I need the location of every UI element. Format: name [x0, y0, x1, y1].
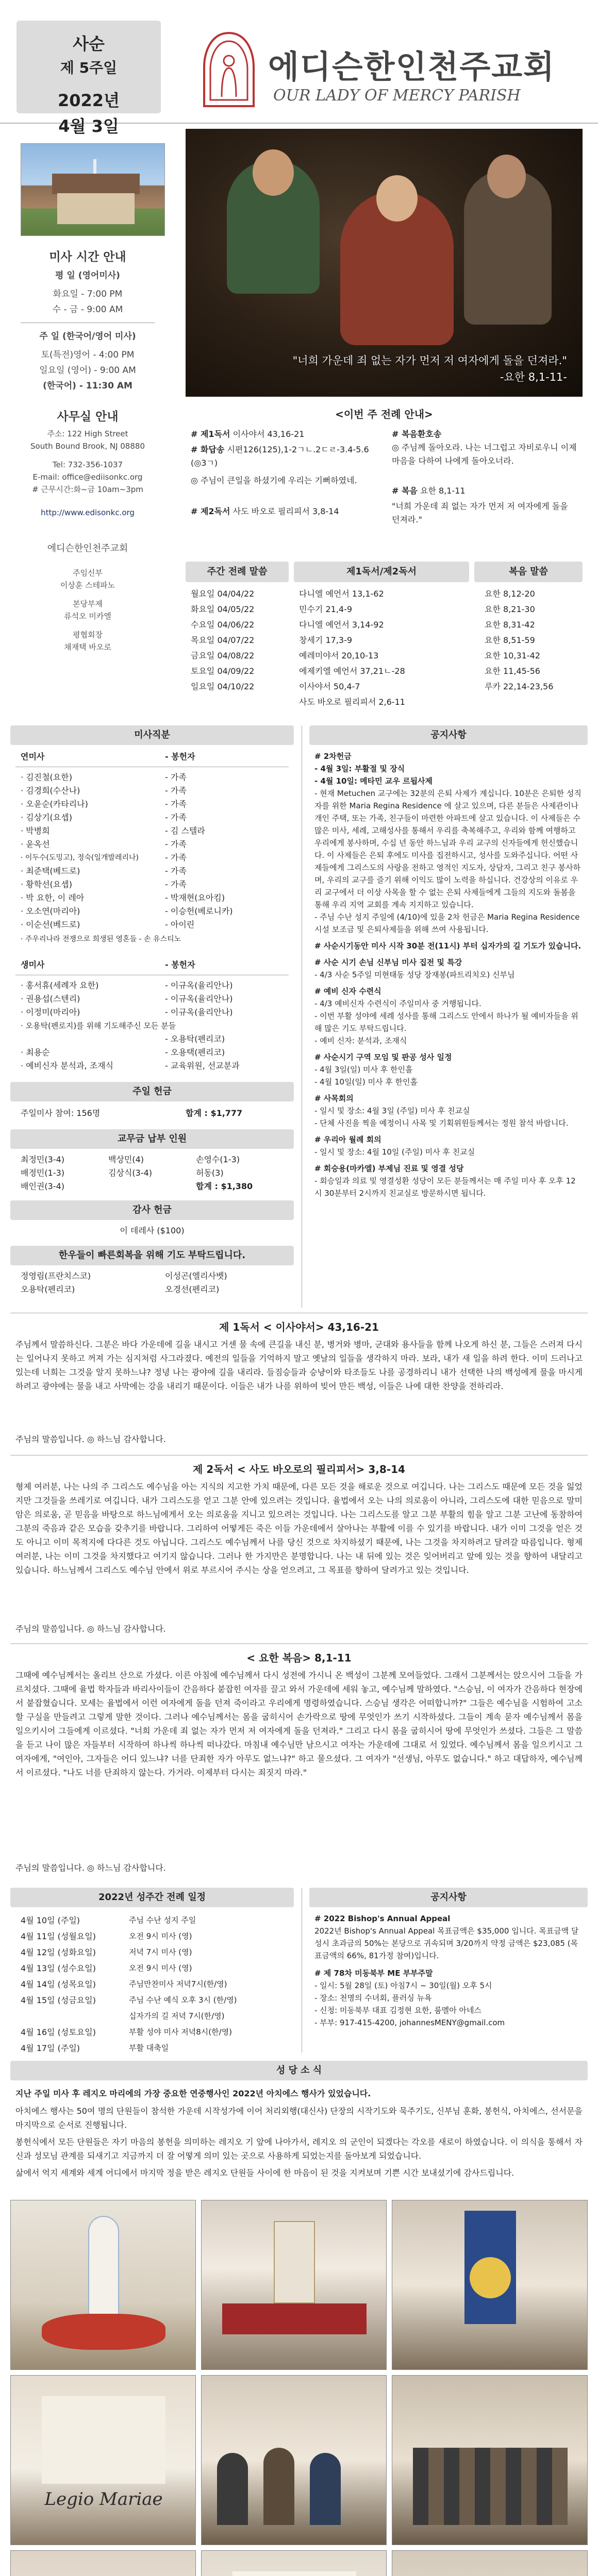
prayer-name: 정영림(프란치스코) — [21, 1271, 91, 1281]
ministry-col: - 봉헌자 — [165, 752, 195, 761]
bulletin-name: 손영수(1-3) — [196, 1155, 240, 1164]
calendar-reading: 사도 바오로 필리피서 2,6-11 — [299, 697, 405, 707]
weekday-heading: 평 일 (영어미사) — [55, 270, 120, 281]
notice-item: - 현재 Metuchen 교구에는 32분의 은퇴 사제가 계십니다. 10분은 은퇴한 성직자를 위한 Maria Regina Residence 에 살고 있으며, 다른 분들은 사제관이나 개인 주택, 또는 가족, 친구들이 마련한 아파트에 살고 있습니다. 이 사제들은 수많은 미사, 세례, 고해성사를 통해서 우리를 축복해주고, 우리와 함께 여행하고 우리에게 봉사하며, 수십 년 동안 하느님과 우리 교구의 신자들에게 헌신했습니다. 이 사제들은 은퇴 후에도 미사를 집전하시고, 성사를 도와주십니다. 어떤 사제들에게 그리스도의 사랑을 전하고 영적인 지도자, 상담자, 그리고 친구 봉사하며, 우리의 교구를 즐기 위해 이익도 많이 노력을 하십니다. 건강상의 이유로 우리 교구에서 더 이상 사목을 할 수 없는 은퇴 사제들에게 그들의 지도와 돌봄을 통해 우리 지역 교회를 계속 지지하고 있습니다. — [314, 789, 582, 909]
calendar-reading: 창세기 17,3-9 — [299, 635, 353, 645]
ministry-names — [21, 771, 165, 931]
thanks-text: 이 데레사 ($100) — [120, 1226, 185, 1235]
calendar-day: 화요일 04/05/22 — [191, 604, 255, 614]
calendar-day: 목요일 04/07/22 — [191, 635, 255, 645]
bulletin-col — [108, 1153, 191, 1180]
holy-week-day: 4월 17일 (주일) — [21, 2043, 80, 2053]
holy-week-day: 4월 15일 (성금요일) — [21, 1995, 96, 2005]
staff-line: 평협회장 — [73, 630, 103, 639]
year-label: 2022년 — [58, 91, 120, 110]
bulletin-name: 최정민(3-4) — [21, 1155, 64, 1164]
notice-item: - 회승일과 의료 및 영결성환 성당이 모든 분들께서는 매 주일 미사 후 오후 12시 30분부터 2시까지 친교실로 방문하시면 됩니다. — [314, 1176, 576, 1198]
notice2-heading: # 제 78차 미동북부 ME 부부주말 — [314, 1969, 433, 1978]
notice2-heading: # 2022 Bishop's Annual Appeal — [314, 1914, 451, 1923]
prayer-name: 오용탁(펜리코) — [21, 1284, 75, 1294]
notice-item: - 4/3 사순 5주일 미현태동 성당 장재봉(파트리치오) 신부님 — [314, 970, 515, 979]
notice2-item: - 부부: 917-415-4200, johannesMENY@gmail.com — [314, 2018, 505, 2027]
live-mass-donor: - 이규옥(율리안나) — [165, 980, 233, 990]
live-mass-name: · 홍서휴(세례자 요한) — [21, 980, 99, 990]
bulletin-name: 백상민(4) — [108, 1155, 144, 1164]
website-link[interactable]: http://www.edisonkc.org — [41, 508, 135, 517]
notices2-header: 공지사항 — [309, 1888, 588, 1907]
holy-week-event: 오전 9시 미사 (영) — [129, 1963, 192, 1973]
liturgical-season: 사순 — [73, 34, 105, 54]
sunday-heading: 주 일 (한국어/영어 미사) — [39, 331, 136, 342]
photo-statue — [10, 2200, 196, 2370]
notice-item: - 4월 3일(일) 미사 후 한인홀 — [314, 1065, 413, 1074]
notice-heading: # 회승용(마카엘) 부제님 진료 및 영결 성당 — [314, 1164, 464, 1173]
calendar-gospel: 요한 11,45-56 — [485, 666, 540, 676]
ministry-col: 생미사 — [21, 960, 45, 970]
reading1-title: 제 1독서 < 이사야서> 43,16-21 — [219, 1321, 379, 1333]
closing-phrase: 주님의 말씀입니다. ◎ 하느님 감사합니다. — [15, 1434, 166, 1444]
photo-legio2 — [201, 2550, 387, 2576]
bulletin-header — [0, 0, 598, 136]
church-logo-icon — [201, 31, 257, 108]
offering-header: 주일 헌금 — [10, 1082, 294, 1101]
church-name: 에디슨한인천주교회 — [268, 48, 556, 86]
address-line: 주소: 122 High Street — [47, 429, 128, 438]
prayer-name: 오경선(펜리코) — [165, 1284, 220, 1294]
notices-header: 공지사항 — [309, 725, 588, 745]
calendar-header-days: 주간 전례 말씀 — [186, 562, 289, 582]
holy-week-day — [21, 2008, 134, 2024]
notice-item: - 일시 및 장소: 4월 3일 (주일) 미사 후 친교실 — [314, 1106, 470, 1115]
painting-caption: "너희 가운데 죄 없는 자가 먼저 저 여자에게 돌을 던져라." — [292, 354, 567, 367]
calendar-days — [191, 586, 294, 694]
ministry-donor: - 박재현(요아킴) — [165, 893, 225, 903]
ministry-name: · 이순선(베드로) — [21, 920, 80, 929]
date-label: 4월 3일 — [58, 116, 119, 136]
church-photo — [21, 143, 165, 236]
calendar-day: 토요일 04/09/22 — [191, 666, 255, 676]
notice-heading: # 예비 신자 수련식 — [314, 987, 381, 996]
psalm: 시편126(125),1-2ㄱㄴ.2ㄷㄹ-3.4-5.6 (◎3ㄱ) — [191, 445, 369, 468]
notice-item: - 4월 10일: 메타민 교우 르됩사제 — [314, 776, 433, 786]
ministry-name: · 오소연(마리아) — [21, 906, 80, 916]
notice-item: - 4월 3일: 부활절 및 장식 — [314, 764, 405, 773]
photo-altar — [201, 2200, 387, 2370]
weekday-time: 화요일 - 7:00 PM — [53, 289, 123, 299]
ministry-name: · 이두수(도밍고), 정숙(일개발레리나) — [21, 854, 139, 862]
notice2-item: - 일시: 5월 28일 (토) 아침7시 ~ 30일(월) 오후 5시 — [314, 1981, 492, 1990]
bulletin-header: 교무금 납부 인원 — [10, 1129, 294, 1149]
psalm-note: ◎ 주님이 큰일을 하셨기에 우리는 기뻐하였네. — [191, 476, 357, 485]
ministry-donors — [165, 771, 289, 931]
calendar-day: 일요일 04/10/22 — [191, 682, 255, 691]
ministry-donor: - 가족 — [165, 879, 187, 889]
reading2-title: 제 2독서 < 사도 바오로의 필리피서> 3,8-14 — [193, 1463, 405, 1476]
reading2-body: 형제 여러분, 나는 나의 주 그리스도 예수님을 아는 지식의 지고한 가치 때문에, 다른 모든 것을 해로운 것으로 여깁니다. 나는 그리스도 때문에 모든 것을 잃었지만 그것들을 쓰레기로 여깁니다. 내가 그리스도를 얻고 그분 안에 있으려는 것입니다. 율법에서 오는 나의 의로움이 아니라, 그리스도에 대한 믿음으로 말미암은 의로움, 곧 믿음을 바탕으로 하느님에게서 오는 의로움을 지니고 있으려는 것입니다. 나는 그리스도를 알고 그분 부활의 힘을 알고 그분 고난에 동참하여 그분의 죽음과 같은 모습을 갖추기를 바랍니다. 그리하여 어떻게든 죽은 이들 가운데에서 살아나는 부활에 이를 수 있기를 바랍니다. 내가 이미 그것을 얻은 것도 아니고 이미 목적지에 다다른 것도 아닙니다. 그리스도 예수님께서 나를 당신 것으로 차지하셨기 때문에, 나는 그것을 차지하려고 달려갈 따름입니다. 형제 여러분, 나는 이미 그것을 차지했다고 여기지 않습니다. 그러나 한 가지만은 분명합니다. 나는 내 뒤에 있는 것은 잊어버리고 앞에 있는 것을 향하여 내달리고 있습니다. 하느님께서 그리스도 예수님 안에서 위로 부르시어 주시는 상을 얻으려고, 그 목표를 향하여 달려가고 있는 것입니다. — [15, 1482, 583, 1575]
live-mass-donors — [165, 979, 289, 1019]
calendar-readings — [299, 586, 469, 710]
calendar-reading: 이사야서 50,4-7 — [299, 682, 360, 691]
bulletin-col — [196, 1153, 289, 1193]
gospel-label: # 복음 — [392, 486, 418, 496]
ministry-name: · 최준택(베드로) — [21, 866, 80, 876]
staff-line: 에디슨한인천주교회 — [47, 543, 128, 554]
notice-heading: # 우리아 월례 회의 — [314, 1135, 381, 1144]
prayer-col — [165, 1269, 289, 1296]
offering-attendance: 주일미사 참여: 156명 — [21, 1108, 101, 1118]
notice-item: - 일시 및 장소: 4월 10일 (주일) 미사 후 친교실 — [314, 1147, 475, 1157]
holy-week-days — [21, 1912, 134, 2056]
ministry-donor: - 가족 — [165, 786, 187, 795]
gospel-acclamation-label: # 복음환호송 — [392, 429, 442, 439]
contact-line: Tel: 732-356-1037 — [52, 460, 123, 469]
calendar-gospel: 요한 8,51-59 — [485, 635, 535, 645]
ministry-donor: - 가족 — [165, 812, 187, 822]
calendar-reading: 민수기 21,4-9 — [299, 604, 353, 614]
calendar-gospel: 요한 10,31-42 — [485, 651, 540, 660]
closing-phrase: 주님의 말씀입니다. ◎ 하느님 감사합니다. — [15, 1624, 166, 1634]
first-reading-label: # 제1독서 — [191, 429, 230, 439]
notice2-item: - 장소: 천명의 수녀회, 플러싱 뉴욕 — [314, 1993, 432, 2003]
holy-week-event: 오전 9시 미사 (영) — [129, 1931, 192, 1941]
staff-line: 채재택 바오로 — [64, 642, 111, 652]
bulletin-name: 허동(3) — [196, 1168, 224, 1178]
second-reading-label: # 제2독서 — [191, 506, 230, 516]
bulletin-total: 합계 : $1,380 — [196, 1181, 253, 1191]
bulletin-name: 김상식(3-4) — [108, 1168, 152, 1178]
contact-line: # 근무시간:화~금 10am~3pm — [32, 485, 143, 494]
notice-heading: # 사순시기동안 미사 시작 30분 전(11시) 부터 십자가의 길 기도가 있습니다. — [314, 941, 582, 951]
gospel-acclamation: ◎ 주님께 돌아오라. 나는 너그럽고 자비로우니 이제 마음을 다하여 나에게 돌아오너라. — [392, 443, 577, 466]
live-mass-name: · 예비신자 분석과, 조재식 — [21, 1061, 113, 1071]
calendar-reading: 다니엘 예언서 13,1-62 — [299, 589, 384, 599]
live-mass-name: · 최용순 — [21, 1047, 50, 1057]
calendar-reading: 다니엘 예언서 3,14-92 — [299, 620, 384, 630]
gospel-ref: 요한 8,1-11 — [420, 486, 466, 496]
calendar-gospels — [485, 586, 583, 694]
holy-week-event: 주님 수난 예식 오후 3시 (한/영) — [129, 1995, 237, 2005]
painting-caption-ref: -요한 8,1-11- — [500, 371, 567, 383]
holy-week-day: 4월 16일 (성토요일) — [21, 2027, 96, 2037]
gospel-title: < 요한 복음> 8,1-11 — [246, 1652, 352, 1664]
live-mass-donor: - 이규옥(율리안나) — [165, 1007, 233, 1017]
holy-week-event: 주님만찬미사 저녁7시(한/영) — [129, 1979, 227, 1989]
live-mass-name: · 권용섭(스텐리) — [21, 994, 80, 1004]
live-mass-donor: - 오용택(펜리코) — [165, 1047, 225, 1057]
holy-week-day: 4월 14일 (성목요일) — [21, 1979, 96, 1989]
notice-heading: # 사순 시기 손님 신부님 미사 집전 및 특강 — [314, 958, 462, 967]
psalm-label: # 화답송 — [191, 445, 225, 454]
notice-item: - 4/3 예비신자 수련식이 주일미사 중 거행됩니다. — [314, 999, 481, 1008]
contact-line: E-mail: office@ediisonkc.org — [32, 472, 143, 482]
office-heading: 사무실 안내 — [57, 410, 119, 423]
photo-members — [392, 2375, 588, 2545]
readings-box — [186, 402, 583, 551]
holy-week-event: 십자가의 길 저녁 7시(한/영) — [129, 2011, 225, 2021]
second-reading: 사도 바오로 필리피서 3,8-14 — [232, 506, 339, 516]
photo-group — [392, 2550, 588, 2576]
sunday-time: (한국어) - 11:30 AM — [43, 381, 132, 391]
photo-legio — [10, 2375, 196, 2545]
holy-week-event: 부활 성야 미사 저녁8시(한/영) — [129, 2027, 232, 2037]
staff-line: 이상훈 스테파노 — [60, 581, 115, 590]
notice-heading: # 2차헌금 — [314, 752, 352, 761]
calendar-day: 월요일 04/04/22 — [191, 589, 255, 599]
ministry-donor: - 가족 — [165, 799, 187, 809]
ministry-name: · 윤옥선 — [21, 839, 50, 849]
thanks-header: 감사 헌금 — [10, 1200, 294, 1220]
ministry-donor: - 가족 — [165, 772, 187, 782]
holy-week-day: 4월 12일 (성화요일) — [21, 1947, 96, 1957]
staff-line: 본당부제 — [73, 599, 103, 608]
ministry-donor: - 가족 — [165, 839, 187, 849]
ministry-donor: - 김 스텔라 — [165, 826, 205, 836]
ministry-donor: - 가족 — [165, 866, 187, 876]
reading1-body: 주님께서 말씀하신다. 그분은 바다 가운데에 길을 내시고 거센 물 속에 큰길을 내신 분, 병거와 병마, 군대와 용사들을 함께 나오게 하신 분, 그들은 스러져 다시는 일어나지 못하고 꺼져 가는 심지처럼 사그라졌다. 예전의 일들을 기억하지 말고 옛날의 일들을 생각하지 마라. 보라, 내가 새 일을 하려 한다. 이미 드러나고 있는데 너희는 그것을 알지 못하느냐? 정녕 나는 광야에 길을 내리라. 들짐승들과 승냥이와 타조들도 나를 공경하리니 내가 선택한 나의 백성에게 물을 마시게 하려고 광야에는 물을 내고 사막에는 강을 내리기 때문이다. 이들은 내가 나를 위하여 빚어 만든 백성, 이들은 나에 대한 찬양을 전하리라. — [15, 1340, 583, 1391]
ministry-name: · 박 요한, 이 레아 — [21, 893, 85, 903]
calendar-gospel: 요한 8,31-42 — [485, 620, 535, 630]
live-mass-name: · 이정미(마리아) — [21, 1007, 80, 1017]
notices-list — [314, 750, 583, 1199]
ministry-name: · 박병희 — [21, 826, 50, 836]
sunday-time: 토(특전)영어 - 4:00 PM — [41, 350, 135, 360]
ministry-name: · 오윤순(카타리나) — [21, 799, 88, 809]
prayer-name: 이성곤(엘리사벳) — [165, 1271, 227, 1281]
live-mass-donor: - 교육위원, 선교분과 — [165, 1061, 240, 1071]
notice-item: - 단체 사진을 찍을 예정이니 사목 및 기획위원들께서는 정원 참석 바랍니다. — [314, 1118, 569, 1128]
calendar-gospel: 요한 8,21-30 — [485, 604, 535, 614]
holy-week-header: 2022년 성주간 전례 일정 — [10, 1888, 294, 1907]
mass-times-heading: 미사 시간 안내 — [49, 250, 126, 264]
offering-amount: 합계 : $1,777 — [186, 1108, 243, 1118]
calendar-header-readings: 제1독서/제2독서 — [294, 562, 469, 582]
holy-week-day: 4월 13일 (성수요일) — [21, 1963, 96, 1973]
live-mass-names — [21, 979, 165, 1019]
gospel-painting — [186, 129, 583, 397]
ministry-name: · 황학선(요셉) — [21, 879, 72, 889]
ministry-donor: - 아이린 — [165, 920, 195, 929]
staff-line: 주임신부 — [73, 568, 103, 578]
holy-week-day: 4월 11일 (성월요일) — [21, 1931, 96, 1941]
announcement-p1: 아치에스 행사는 50여 명의 단원들이 참석한 가운데 시작성가에 이어 처리외행(대신사) 단장의 시작기도와 묵주기도, 신부님 훈화, 봉헌식, 아치에스, 선서문을 마지막으로 순서로 진행됩니다. — [15, 2106, 583, 2130]
notice-item: - 4월 10일(일) 미사 후 한인홀 — [314, 1077, 418, 1087]
notice-item: - 예비 신자: 분석과, 조재식 — [314, 1036, 407, 1045]
closing-phrase: 주님의 말씀입니다. ◎ 하느님 감사합니다. — [15, 1863, 166, 1873]
legio-banner-text: Legio Mariae — [44, 2489, 163, 2510]
weekday-time: 수 - 금 - 9:00 AM — [52, 304, 123, 315]
staff-line: 류석오 미카엘 — [64, 612, 111, 621]
address-line: South Bound Brook, NJ 08880 — [30, 442, 145, 451]
calendar-day: 금요일 04/08/22 — [191, 651, 255, 660]
calendar-header-gospels: 복음 말씀 — [474, 562, 583, 582]
holy-week-event: 저녁 7시 미사 (영) — [129, 1947, 192, 1957]
ministry-donor: - 이승헌(베로니카) — [165, 906, 233, 916]
church-name-english: OUR LADY OF MERCY PARISH — [273, 87, 521, 105]
live-mass-donor: - 이규옥(율리안나) — [165, 994, 233, 1004]
calendar-reading: 예레미야서 20,10-13 — [299, 651, 379, 660]
ministry-donor: - 가족 — [165, 853, 187, 862]
calendar-day: 수요일 04/06/22 — [191, 620, 255, 630]
notice-heading: # 사순시기 구역 모임 및 판공 성사 일정 — [314, 1053, 452, 1062]
live-mass-donor: - 오용탁(펜리코) — [165, 1034, 225, 1044]
ministry-name: · 김경희(수산나) — [21, 786, 80, 795]
holy-week-day: 4월 10일 (주일) — [21, 1916, 80, 1925]
notice-item: - 주님 수난 성지 주일에 (4/10)에 있을 2차 헌금은 Maria Regina Residence 시설 보조금 및 은퇴사제들을 위해 쓰여 사용됩니다. — [314, 912, 580, 934]
first-reading: 이사야서 43,16-21 — [232, 429, 305, 439]
prayer-col — [21, 1269, 155, 1296]
photo-banner — [392, 2200, 588, 2370]
week-label: 제 5주일 — [60, 59, 118, 76]
photo-mass — [10, 2550, 196, 2576]
prayer-header: 한우들이 빠른회복을 위해 기도 부탁드립니다. — [10, 1246, 294, 1265]
notice-heading: # 사목회의 — [314, 1094, 354, 1103]
notice2-item: 2022년 Bishop's Annual Appeal 목표금액은 $35,000 입니다. 목표금액 달성시 초과금의 50%는 본당으로 귀속되며 3/20까지 약정 금액은 $23,085 (목표금액의 66%, 81가정 참여)입니다. — [314, 1926, 579, 1960]
calendar-gospel: 요한 8,12-20 — [485, 589, 535, 599]
gospel-body: 그때에 예수님께서는 올리브 산으로 가셨다. 이른 아침에 예수님께서 다시 성전에 가시니 온 백성이 그분께 모여들었다. 그래서 그분께서는 앉으시어 그들을 가르치셨다. 그때에 율법 학자들과 바리사이들이 간음하다 붙잡힌 여자를 끌고 와서 가운데에 세워 놓고, 예수님께 말하였다. "스승님, 이 여자가 간음하다 현장에서 붙잡혔습니다. 모세는 율법에서 이런 여자에게 돌을 던져 죽이라고 우리에게 명령하였습니다. 스승님 생각은 어떠합니까?" 그들은 예수님을 시험하여 고소할 구실을 만들려고 그렇게 말한 것이다. 그러나 예수님께서는 몸을 굽히시어 손가락으로 땅에 무엇인가 쓰기 시작하셨다. 그들이 계속 묻자 예수님께서 몸을 일으키시어 그들에게 이르셨다. "너희 가운데 죄 없는 자가 먼저 저 여자에게 돌을 던져라." 그리고 다시 몸을 굽히시어 땅에 무엇인가 쓰셨다. 그들은 그 말씀을 듣고 나이 많은 자들부터 시작하여 하나씩 하나씩 떠나갔다. 마침내 예수님만 남으시고 여자는 가운데에 그대로 서 있었다. 예수님께서 몸을 일으키시고 그 여자에게, "여인아, 그자들은 어디 있느냐? 너를 단죄한 자가 아무도 없느냐?" 하고 물으셨다. 그 여자가 "선생님, 아무도 없습니다." 하고 대답하자, 예수님께서 이르셨다. "나도 너를 단죄하지 않는다. 가거라. 이제부터 다시는 죄짓지 마라." — [15, 1670, 583, 1777]
bulletin-name: 배정민(1-3) — [21, 1168, 64, 1178]
ministry-col: - 봉헌자 — [165, 960, 195, 970]
announcement-p2: 봉헌식에서 모든 단원들은 자기 마음의 봉헌을 의미하는 레지오 기 앞에 나아가서, 레지오 의 군인이 되겠다는 각오를 새로이 하였습니다. 이 의식을 통해서 자신과 성모님 관계를 되새기고 지금까지 더 잘 어떻게 의미 있는 곳으로 사용하게 되었는지를 돌아보게 되었습니다. — [15, 2137, 583, 2161]
sunday-time: 일요일 (영어) - 9:00 AM — [39, 365, 136, 376]
gospel-quote: "너희 가운데 죄 없는 자가 먼저 저 여자에게 돌을 던져라." — [392, 501, 568, 524]
announcement-header: 성 당 소 식 — [10, 2061, 588, 2080]
notice-item: - 이번 부활 성야에 세례 성사를 통해 그리스도 안에서 하나가 될 예비자들을 위해 많은 기도 부탁드립니다. — [314, 1011, 578, 1033]
bulletin-col — [21, 1153, 108, 1193]
bulletin-name: 배인권(3-4) — [21, 1181, 64, 1191]
live-mass-name: · 오용탁(펜로지)를 위해 기도해주신 모든 분들 — [21, 1021, 176, 1030]
ministry-name: · 김상기(요셉) — [21, 812, 72, 822]
sidebar — [0, 129, 175, 721]
notice2-item: - 신청: 미동북부 대표 김정현 요한, 룸멜아 아네스 — [314, 2006, 481, 2015]
announcement-p3: 삶에서 억지 세계와 세계 어디에서 마지막 정을 받은 레지오 단원들 사이에 한 마음이 된 것을 지켜보며 기쁜 시간 보내셨기에 감사드립니다. — [15, 2168, 514, 2178]
holy-week-event: 주님 수난 성지 주일 — [129, 1916, 196, 1925]
photo-procession — [201, 2375, 387, 2545]
ministry-header: 미사직분 — [10, 725, 294, 745]
calendar-gospel: 루카 22,14-23,56 — [485, 682, 554, 691]
ministry-col: 연미사 — [21, 752, 45, 761]
announcement-lead: 지난 주일 미사 후 레지오 마리에의 가장 중요한 연중행사인 2022년 아치에스 행사가 있었습니다. — [15, 2089, 371, 2098]
calendar-reading: 에제키엘 예언서 37,21ㄴ-28 — [299, 666, 405, 676]
holy-week-events — [129, 1912, 294, 2056]
ministry-name: · 주우리나라 전쟁으로 희생된 영혼들 - 손 유스티노 — [21, 935, 181, 943]
holy-week-event: 부활 대축일 — [129, 2043, 169, 2053]
date-box — [16, 21, 161, 136]
notices2-list — [314, 1912, 583, 2029]
ministry-name: · 김진철(요한) — [21, 772, 72, 782]
readings-title: <이번 주 전례 안내> — [335, 408, 433, 420]
